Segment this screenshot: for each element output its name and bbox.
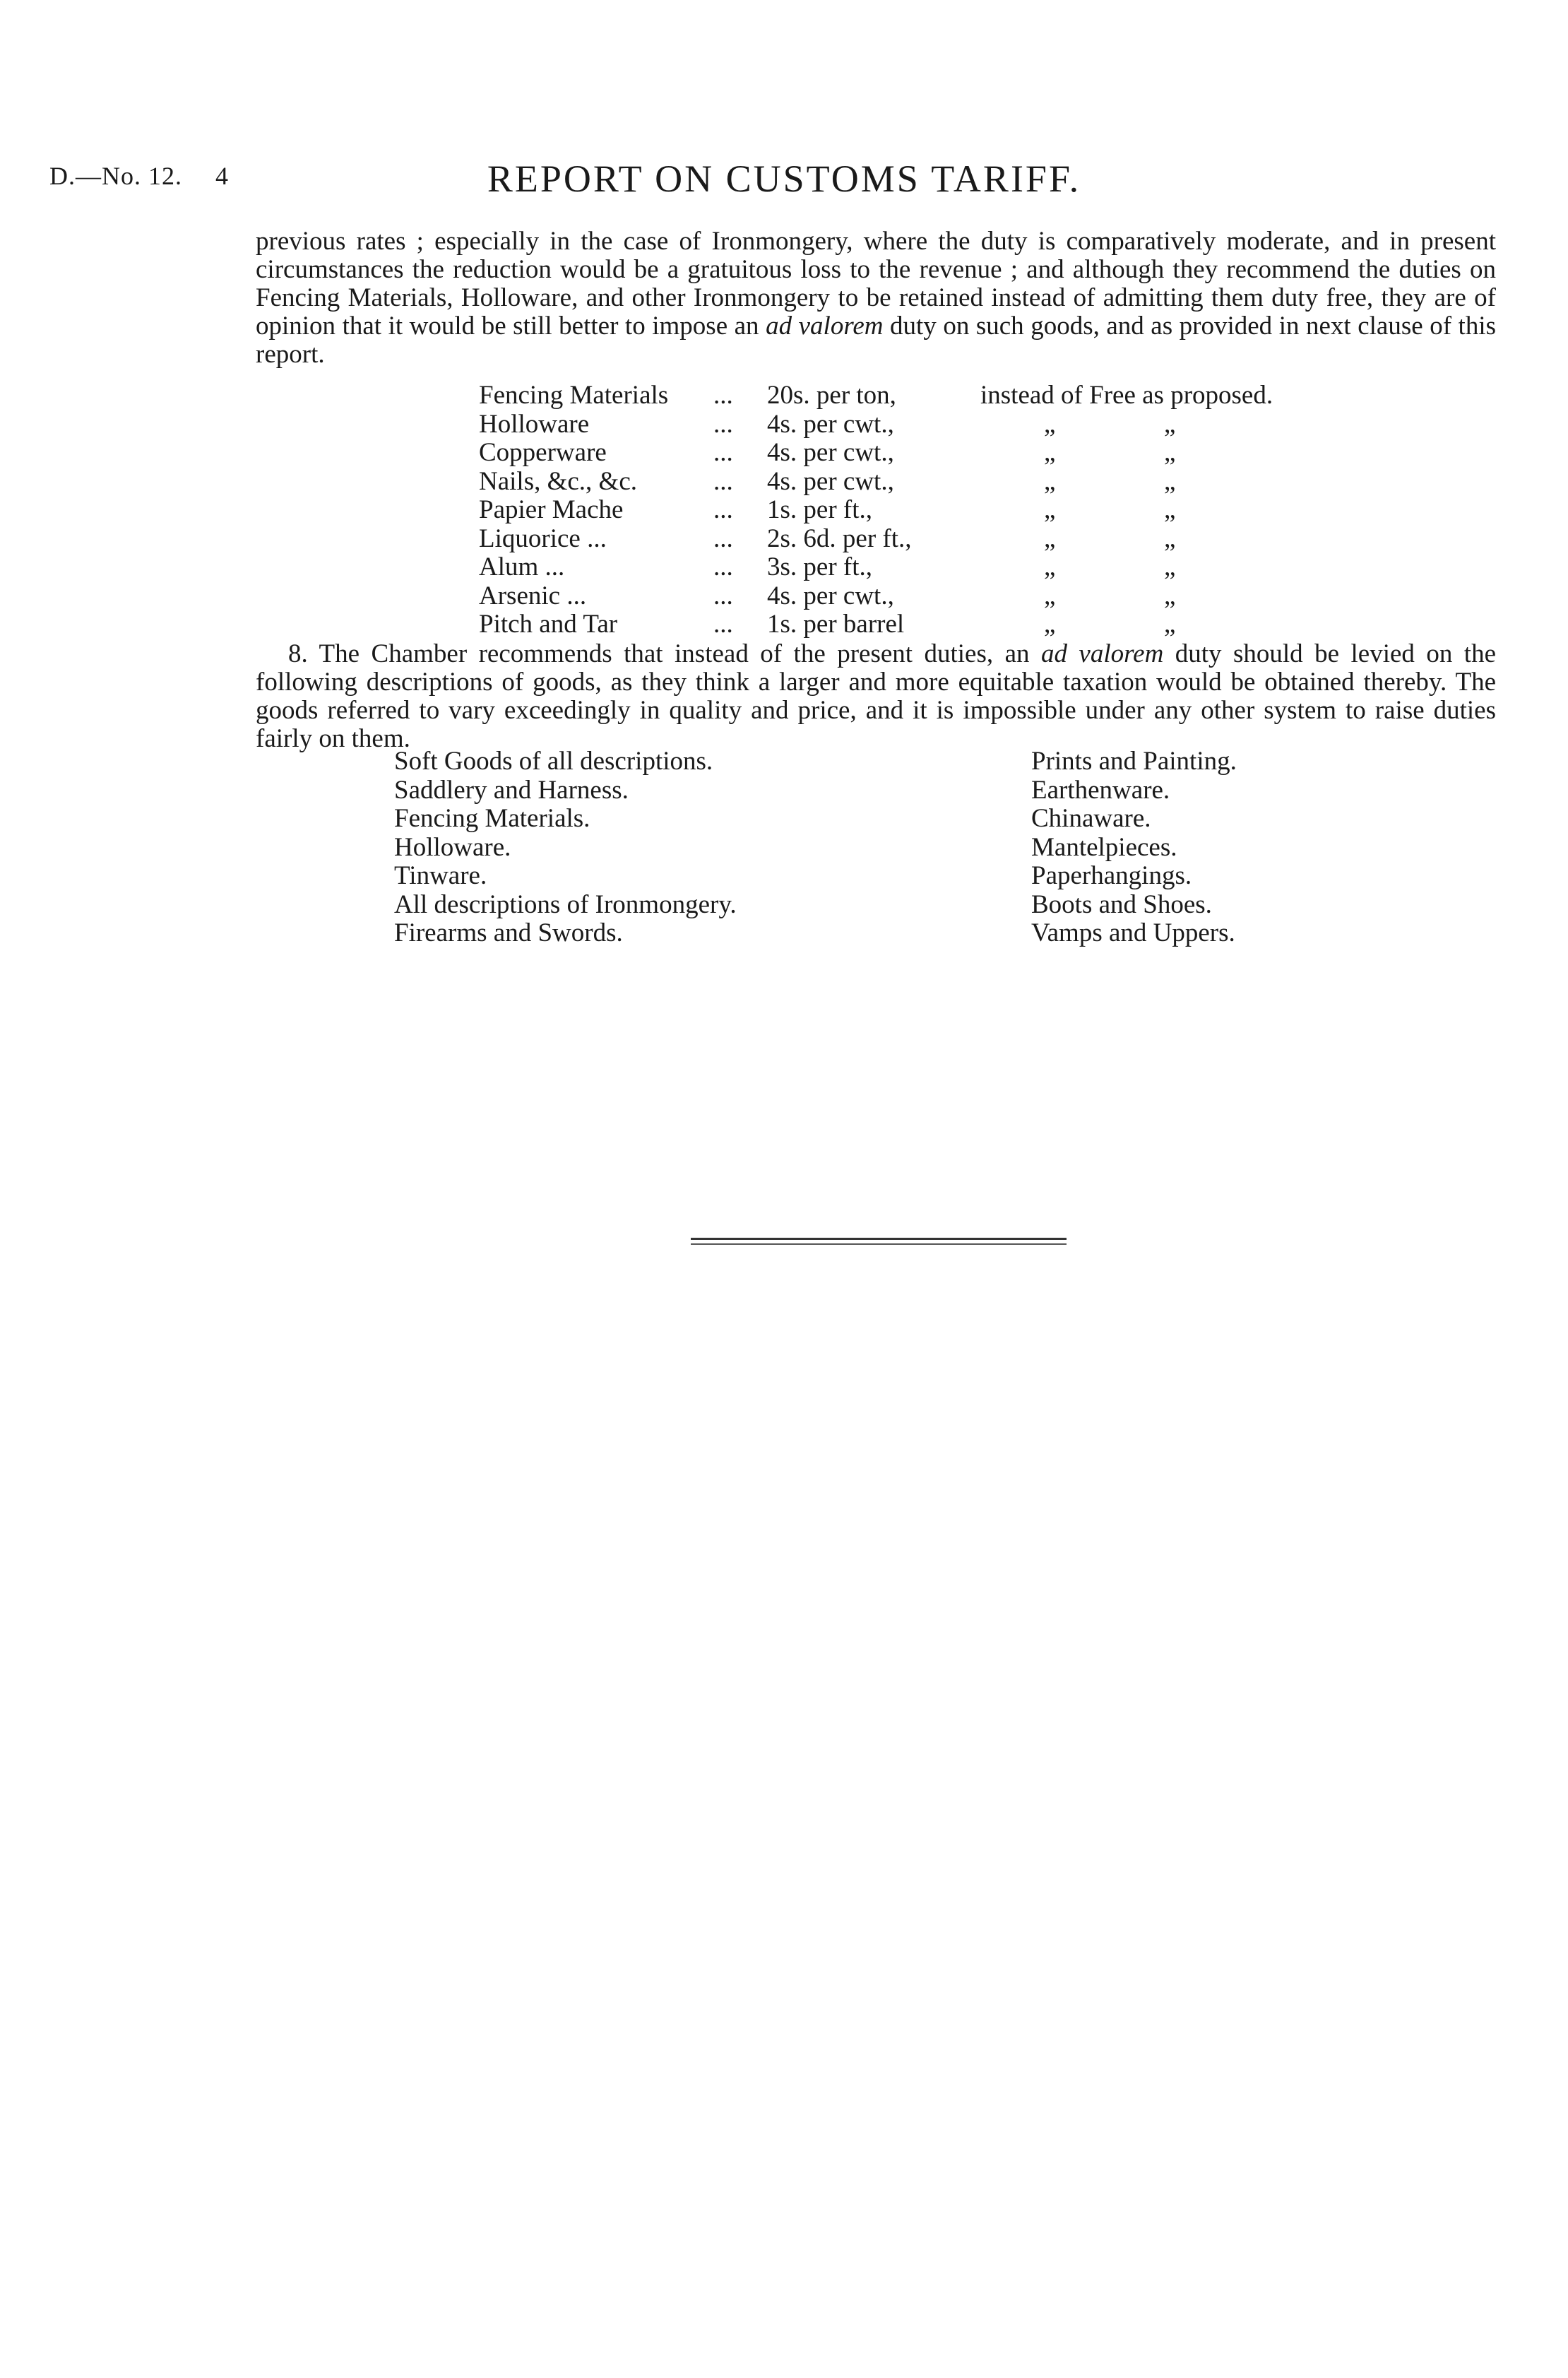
para8-italic: ad valorem xyxy=(1040,639,1164,668)
para8-text-2: duty should be levied on the following descriptions of goods, as they think a larger and more equitable taxation would be obtained thereby. The goods referred to vary exceedingly in quality and price, and it is impossible under any other system to raise duties fairly on them. xyxy=(256,639,1496,753)
list-item: Paperhangings. xyxy=(1031,861,1192,890)
duty-item: Fencing Materials xyxy=(479,381,669,410)
list-item: Fencing Materials. xyxy=(394,804,590,833)
end-rule xyxy=(691,1238,1067,1240)
duty-dots: ... xyxy=(713,438,733,467)
list-item: Saddlery and Harness. xyxy=(394,775,629,805)
duty-rate: 4s. per cwt., xyxy=(767,466,894,496)
ditto-mark: „ xyxy=(1044,581,1056,610)
para8-text-1: 8. The Chamber recommends that instead of the present duties, an xyxy=(288,639,1041,668)
ditto-mark: „ xyxy=(1164,610,1176,639)
ditto-mark: „ xyxy=(1044,495,1056,524)
list-item: Earthenware. xyxy=(1031,775,1170,805)
duty-row xyxy=(479,525,1362,554)
ditto-mark: „ xyxy=(1044,409,1056,439)
duty-row xyxy=(479,439,1362,468)
duty-item: Nails, &c., &c. xyxy=(479,466,638,496)
duty-rate: 4s. per cwt., xyxy=(767,581,894,610)
ditto-mark: „ xyxy=(1164,409,1176,439)
duty-dots: ... xyxy=(713,409,733,439)
list-item: Mantelpieces. xyxy=(1031,832,1177,862)
ditto-mark: „ xyxy=(1044,523,1056,553)
list-item: Firearms and Swords. xyxy=(394,918,623,947)
list-item: All descriptions of Ironmongery. xyxy=(394,889,737,919)
duty-row xyxy=(479,496,1362,525)
duty-item: Pitch and Tar xyxy=(479,610,618,639)
duty-row xyxy=(479,553,1362,582)
duty-row xyxy=(479,381,1362,410)
list-item: Prints and Painting. xyxy=(1031,747,1237,776)
duty-item: Holloware xyxy=(479,409,590,439)
intro-italic: ad valorem xyxy=(766,312,884,341)
page-header xyxy=(49,158,1519,203)
list-item: Holloware. xyxy=(394,832,511,862)
duty-row xyxy=(479,410,1362,439)
duty-rate: 1s. per barrel xyxy=(767,610,905,639)
duty-row xyxy=(479,468,1362,497)
ditto-mark: „ xyxy=(1164,581,1176,610)
page-number: 4 xyxy=(215,162,228,190)
list-item: Chinaware. xyxy=(1031,804,1151,833)
list-item: Tinware. xyxy=(394,861,487,890)
document-reference: D.—No. 12. xyxy=(49,162,182,190)
list-item: Boots and Shoes. xyxy=(1031,889,1212,919)
ditto-mark: „ xyxy=(1044,610,1056,639)
intro-text-1: previous rates ; especially in the case of Ironmongery, where the duty is comparatively moderate, and in present circumstances the reduction would be a gratuitous loss to the revenue ; and although they recommend the duties on Fencing Materials, Holloware, and other Ironmongery to be retained instead of admitting them duty free, they are of opinion that it would be still better to impose an xyxy=(256,227,1496,341)
duty-dots: ... xyxy=(713,523,733,553)
duties-table xyxy=(479,381,1362,639)
duty-rate: 3s. per ft., xyxy=(767,552,872,581)
duty-note: instead of Free as proposed. xyxy=(980,381,1273,410)
ditto-mark: „ xyxy=(1164,552,1176,581)
duty-item: Liquorice ... xyxy=(479,523,607,553)
duty-dots: ... xyxy=(713,495,733,524)
list-item: Vamps and Uppers. xyxy=(1031,918,1235,947)
page-title: REPORT ON CUSTOMS TARIFF. xyxy=(487,158,1081,200)
ditto-mark: „ xyxy=(1164,495,1176,524)
duty-item: Copperware xyxy=(479,438,607,467)
ditto-mark: „ xyxy=(1044,552,1056,581)
duty-item: Alum ... xyxy=(479,552,565,581)
intro-paragraph xyxy=(256,227,1496,369)
ditto-mark: „ xyxy=(1164,523,1176,553)
goods-list-right xyxy=(1031,747,1237,948)
duty-dots: ... xyxy=(713,581,733,610)
ditto-mark: „ xyxy=(1164,438,1176,467)
end-rule-secondary xyxy=(691,1243,1067,1245)
duty-dots: ... xyxy=(713,381,733,410)
ditto-mark: „ xyxy=(1164,466,1176,496)
duty-row xyxy=(479,582,1362,611)
duty-item: Arsenic ... xyxy=(479,581,587,610)
paragraph-8 xyxy=(256,640,1496,753)
duty-rate: 4s. per cwt., xyxy=(767,409,894,439)
duty-item: Papier Mache xyxy=(479,495,624,524)
ditto-mark: „ xyxy=(1044,438,1056,467)
list-item: Soft Goods of all descriptions. xyxy=(394,747,713,776)
duty-dots: ... xyxy=(713,466,733,496)
duty-dots: ... xyxy=(713,610,733,639)
intro-text-2: duty on such goods, and as provided in next clause of this report. xyxy=(256,312,1497,369)
ditto-mark: „ xyxy=(1044,466,1056,496)
duty-rate: 4s. per cwt., xyxy=(767,438,894,467)
duty-rate: 2s. 6d. per ft., xyxy=(767,523,912,553)
duty-row xyxy=(479,610,1362,639)
duty-rate: 20s. per ton, xyxy=(767,381,896,410)
duty-dots: ... xyxy=(713,552,733,581)
goods-list-left xyxy=(394,747,737,948)
duty-rate: 1s. per ft., xyxy=(767,495,872,524)
